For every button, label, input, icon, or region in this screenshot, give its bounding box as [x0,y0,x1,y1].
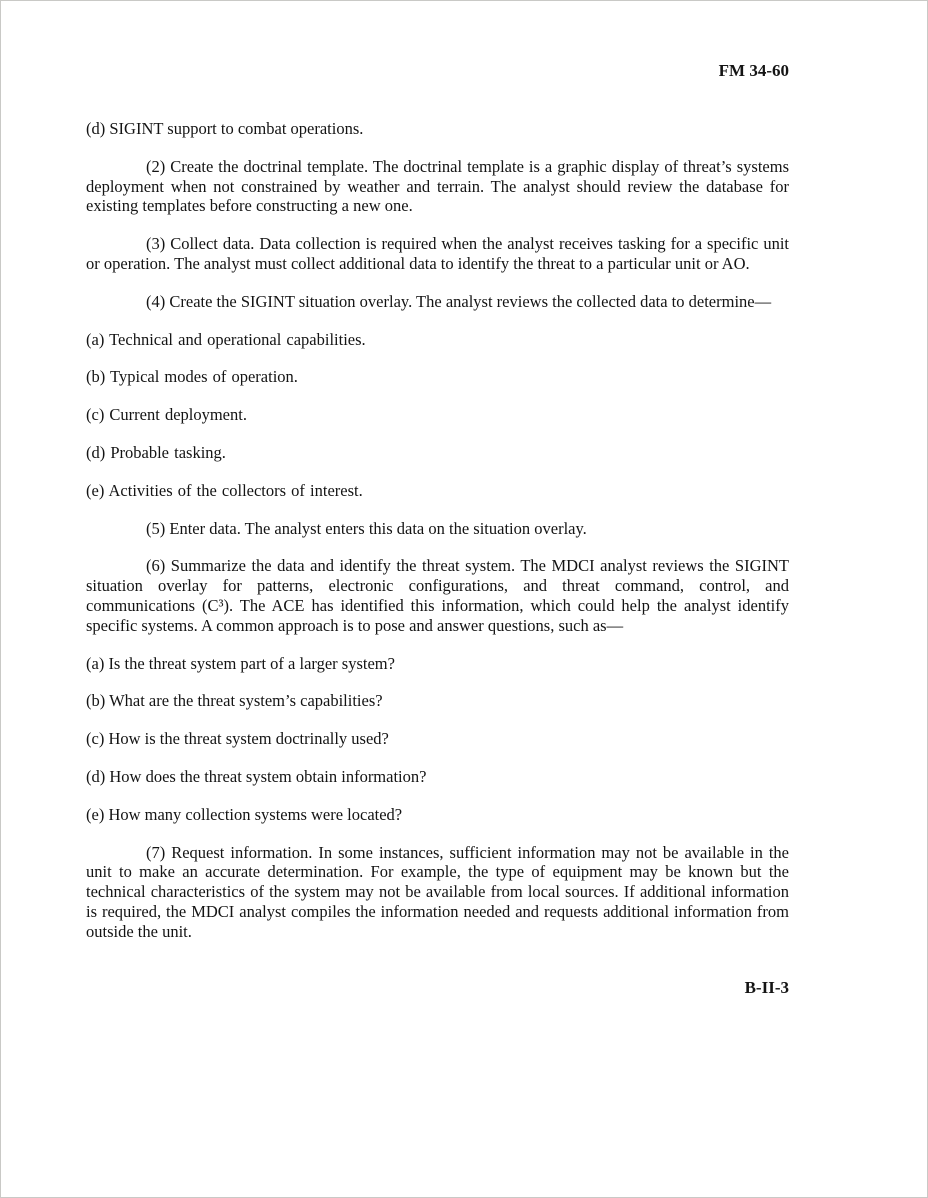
document-body [86,119,789,942]
list-item-d-sigint-support: (d) SIGINT support to combat operations. [86,119,364,138]
list-item-c-deployment: (c) Current deployment. [86,405,247,425]
list-item-e-activities: (e) Activities of the collectors of interest. [86,480,363,500]
paragraph-7-request-information: (7) Request information. In some instances, sufficient information may not be available in the unit to make an accurate determination. For example, the type of equipment may be known but the technical characteristics of the system may not be available from local sources. If additional information is required, the MDCI analyst compiles the information needed and requests additional information from outside the unit. [86,842,789,941]
document-id: FM 34-60 [718,61,789,80]
page-footer [86,978,789,998]
list-item-b-modes: (b) Typical modes of operation. [86,367,298,387]
question-e-collection-systems: (e) How many collection systems were located? [86,804,403,824]
question-c-doctrinally-used: (c) How is the threat system doctrinally used? [86,729,389,749]
paragraph-3-collect-data: (3) Collect data. Data collection is required when the analyst receives tasking for a specific unit or operation. The analyst must collect additional data to identify the threat to a particular unit or AO. [86,234,789,273]
page-header [86,61,789,81]
question-d-obtain-information: (d) How does the threat system obtain information? [86,766,427,786]
paragraph-2-doctrinal-template: (2) Create the doctrinal template. The doctrinal template is a graphic display of threat’s systems deployment when not constrained by weather and terrain. The analyst should review the database for existing templates before constructing a new one. [86,156,789,216]
page-number: B-II-3 [744,977,789,997]
question-a-larger-system: (a) Is the threat system part of a larger system? [86,653,395,673]
paragraph-4-situation-overlay: (4) Create the SIGINT situation overlay. The analyst reviews the collected data to determine— [146,291,772,311]
question-b-capabilities: (b) What are the threat system’s capabilities? [86,691,383,711]
list-item-d-tasking: (d) Probable tasking. [86,442,226,462]
list-item-a-capabilities: (a) Technical and operational capabilities. [86,329,366,349]
paragraph-6-summarize-data: (6) Summarize the data and identify the threat system. The MDCI analyst reviews the SIGINT situation overlay for patterns, electronic configurations, and threat command, control, and communications (C³). The ACE has identified this information, which could help the analyst identify specific systems. A common approach is to pose and answer questions, such as— [86,556,789,635]
paragraph-5-enter-data: (5) Enter data. The analyst enters this data on the situation overlay. [146,518,587,538]
